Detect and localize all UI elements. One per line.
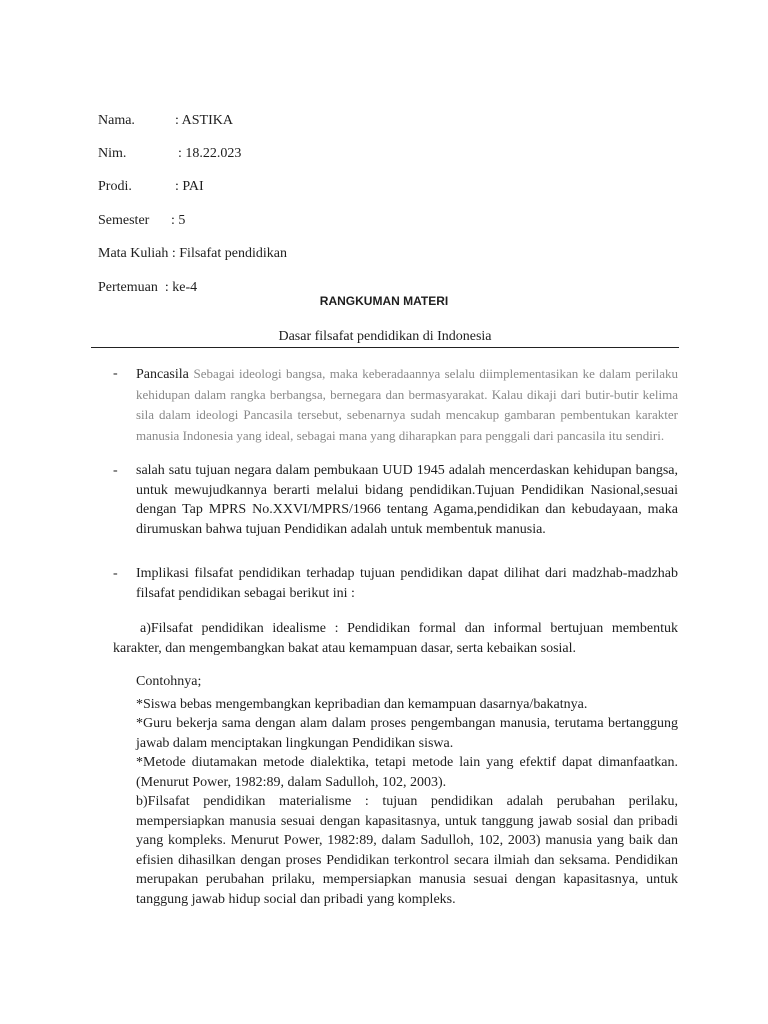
field-value: : PAI bbox=[175, 179, 204, 194]
field-value: : 18.22.023 bbox=[178, 146, 242, 161]
paragraph-idealisme bbox=[113, 619, 678, 658]
bullet-pancasila bbox=[136, 364, 678, 446]
bullet-tujuan-negara bbox=[136, 461, 678, 539]
bullet-text: Sebagai ideologi bangsa, maka keberadaannya selalu diimplementasikan ke dalam perilaku kehidupan dalam rangka berbangsa, bernegara dan bermasyarakat. Kalau dikaji dari butir-butir kelima sila dalam ideologi Pancasila tersebut, sebenarnya sudah mencakup gambaran pembentukan karakter manusia Indonesia yang ideal, sebagai mana yang diharapkan para penggali dari pancasila itu sendiri. bbox=[136, 366, 678, 443]
contoh-item: *Guru bekerja sama dengan alam dalam proses pengembangan manusia, terutama bertanggung jawab dalam menciptakan lingkungan Pendidikan siswa. bbox=[136, 716, 678, 751]
field-value: : Filsafat pendidikan bbox=[171, 246, 287, 261]
field-value: : ASTIKA bbox=[175, 113, 233, 128]
contoh-heading: Contohnya; bbox=[136, 674, 202, 689]
document-title: RANGKUMAN MATERI bbox=[319, 294, 449, 308]
paragraph-text: a)Filsafat pendidikan idealisme : Pendidikan formal dan informal bertujuan membentuk karakter, dan mengembangkan bakat atau kemampuan dasar, serta kebaikan sosial. bbox=[113, 621, 678, 656]
paragraph-materialisme: b)Filsafat pendidikan materialisme : tujuan pendidikan adalah perubahan perilaku, mempersiapkan manusia sesuai dengan kapasitasnya, untuk tanggung jawab sosial dan pribadi yang kompleks. Menurut Power, 1982:89, dalam Sadulloh, 102, 2003) manusia yang baik dan efisien dihasilkan dengan proses Pendidikan terkontrol secara ilmiah dan seksama. Pendidikan merupakan perubahan prilaku, mempersiapkan manusia sesuai dengan kapasitasnya, untuk tanggung jawab hidup social dan pribadi yang kompleks. bbox=[136, 794, 678, 907]
bullet-implikasi bbox=[136, 564, 678, 603]
field-label: Nama. bbox=[98, 113, 135, 128]
field-label: Semester bbox=[98, 213, 150, 228]
bullet-dash: - bbox=[113, 566, 118, 581]
field-value: : ke-4 bbox=[164, 280, 198, 295]
subtitle-rule bbox=[91, 347, 679, 348]
bullet-text: Implikasi filsafat pendidikan terhadap tujuan pendidikan dapat dilihat dari madzhab-madzhab filsafat pendidikan sebagai berikut ini : bbox=[136, 566, 678, 601]
field-pertemuan bbox=[91, 261, 197, 297]
contoh-item: *Metode diutamakan metode dialektika, tetapi metode lain yang efektif dapat dimanfaatkan. (Menurut Power, 1982:89, dalam Sadulloh, 102, 2003). bbox=[136, 755, 678, 790]
field-nim bbox=[91, 127, 241, 163]
contoh-item: *Siswa bebas mengembangkan kepribadian dan kemampuan dasarnya/bakatnya. bbox=[136, 696, 588, 712]
document-subtitle: Dasar filsafat pendidikan di Indonesia bbox=[278, 329, 492, 344]
bullet-term: Pancasila bbox=[136, 367, 189, 382]
bullet-dash: - bbox=[113, 463, 118, 478]
field-nama bbox=[91, 94, 233, 130]
contoh-section bbox=[136, 672, 678, 909]
field-prodi bbox=[91, 160, 204, 196]
field-label: Nim. bbox=[98, 146, 127, 161]
bullet-text: salah satu tujuan negara dalam pembukaan UUD 1945 adalah mencerdaskan kehidupan bangsa, untuk mewujudkannya berarti melalui bidang pendidikan.Tujuan Pendidikan Nasional,sesuai dengan Tap MPRS No.XXVI/MPRS/1966 tentang Agama,pendidikan dan kebudayaan, maka dirumuskan bahwa tujuan Pendidikan adalah untuk membentuk manusia. bbox=[136, 463, 678, 537]
field-label: Mata Kuliah bbox=[98, 246, 169, 261]
field-mata-kuliah bbox=[91, 227, 287, 263]
bullet-dash: - bbox=[113, 366, 118, 381]
field-label: Pertemuan bbox=[98, 280, 158, 295]
field-value: : 5 bbox=[171, 213, 186, 228]
field-semester bbox=[91, 194, 185, 230]
field-label: Prodi. bbox=[98, 179, 132, 194]
